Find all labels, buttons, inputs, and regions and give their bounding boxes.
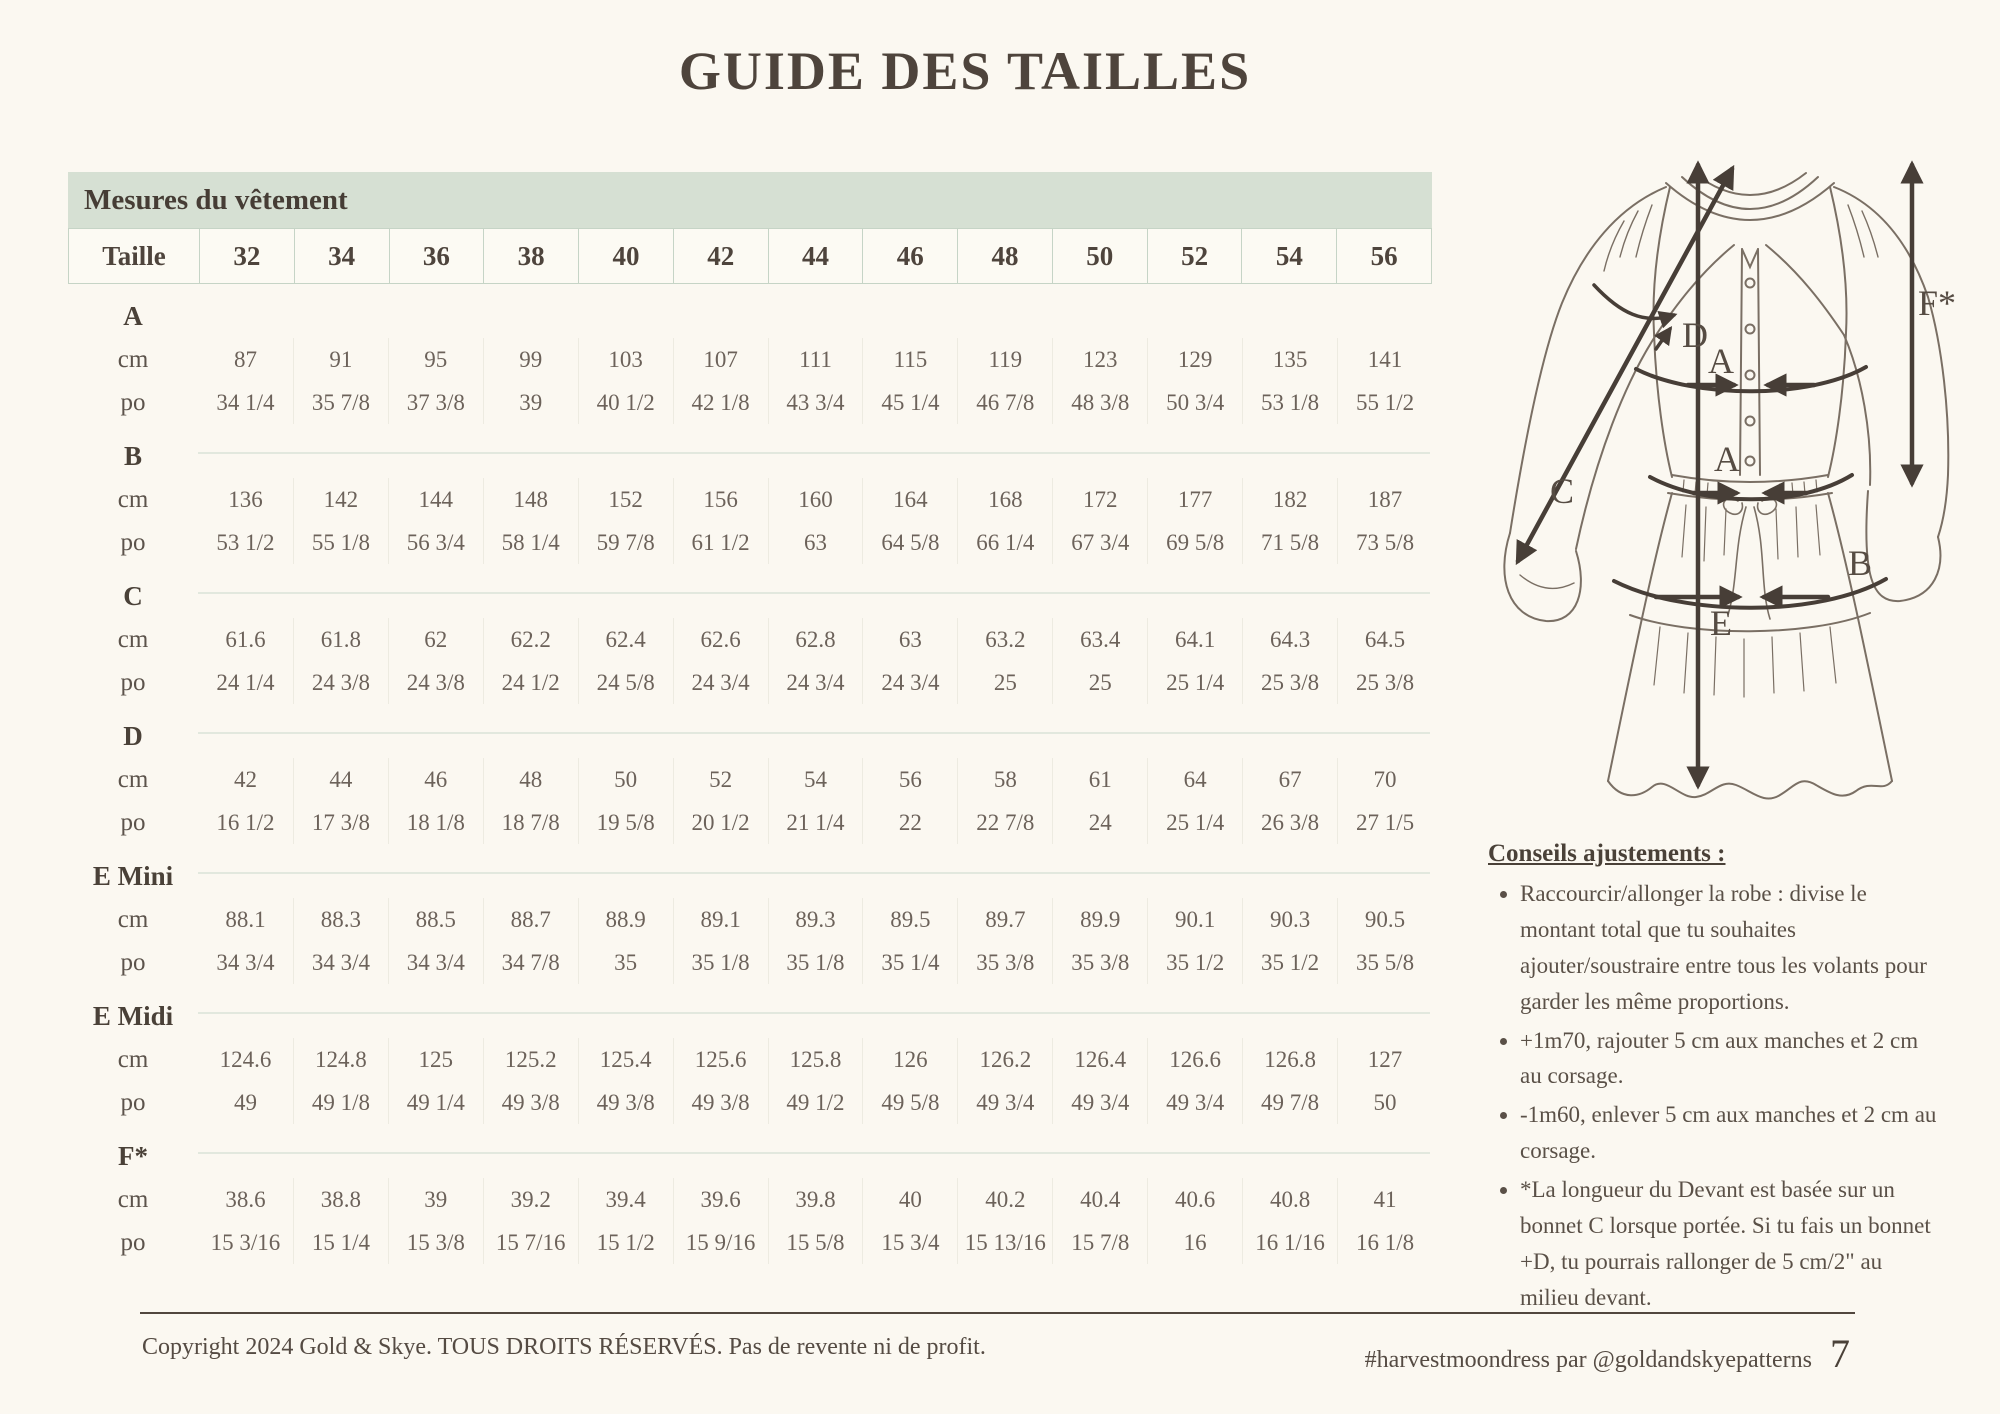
value-cell: 95 [388, 338, 483, 381]
value-cell: 87 [233, 346, 257, 372]
value-cell: 61.8 [293, 618, 388, 661]
value-cell: 62 [388, 618, 483, 661]
value-cell: 40 1/2 [578, 381, 673, 424]
value-cell: 40.6 [1147, 1178, 1242, 1221]
unit-label: po [120, 1228, 146, 1256]
page-title: GUIDE DES TAILLES [678, 41, 1252, 101]
value-cell: 52 [673, 758, 768, 801]
value-cell: 18 1/8 [388, 801, 483, 844]
value-cell: 35 3/8 [957, 941, 1052, 984]
value-cell: 46 7/8 [957, 381, 1052, 424]
value-cell: 73 5/8 [1337, 521, 1432, 564]
value-cell: 129 [1147, 338, 1242, 381]
value-cell: 27 1/5 [1337, 801, 1432, 844]
value-cell: 18 7/8 [483, 801, 578, 844]
unit-label: po [120, 528, 146, 556]
adjustment-tips [1488, 840, 1943, 1319]
value-cell: 177 [1147, 478, 1242, 521]
value-cell: 20 1/2 [673, 801, 768, 844]
value-cell: 53 1/2 [216, 529, 275, 555]
value-cell: 24 3/8 [388, 661, 483, 704]
value-cell: 66 1/4 [957, 521, 1052, 564]
value-cell: 15 7/16 [483, 1221, 578, 1264]
measure-label-sleeve: C [1550, 471, 1575, 511]
value-cell: 15 3/4 [862, 1221, 957, 1264]
value-cell: 53 1/8 [1242, 381, 1337, 424]
value-cell: 62.8 [768, 618, 863, 661]
value-cell: 34 7/8 [483, 941, 578, 984]
measurement-group [68, 704, 1432, 844]
value-cell: 17 3/8 [293, 801, 388, 844]
unit-label: cm [117, 625, 149, 653]
value-cell: 58 [957, 758, 1052, 801]
value-cell: 168 [957, 478, 1052, 521]
value-cell: 34 1/4 [216, 389, 275, 415]
value-cell: 88.1 [225, 906, 266, 932]
value-cell: 16 1/16 [1242, 1221, 1337, 1264]
value-cell: 142 [293, 478, 388, 521]
value-cell: 148 [483, 478, 578, 521]
size-col-header: 46 [863, 229, 957, 283]
value-cell: 67 [1242, 758, 1337, 801]
size-col-header: 32 [200, 229, 294, 283]
value-cell: 107 [673, 338, 768, 381]
value-cell: 70 [1337, 758, 1432, 801]
value-cell: 90.1 [1147, 898, 1242, 941]
value-cell: 164 [862, 478, 957, 521]
value-cell: 63 [768, 521, 863, 564]
value-cell: 125 [388, 1038, 483, 1081]
value-cell: 49 1/8 [293, 1081, 388, 1124]
value-cell: 43 3/4 [768, 381, 863, 424]
measurement-group [68, 984, 1432, 1124]
value-cell: 15 13/16 [957, 1221, 1052, 1264]
value-cell: 38.6 [225, 1186, 266, 1212]
value-cell: 90.3 [1242, 898, 1337, 941]
value-cell: 50 [578, 758, 673, 801]
value-cell: 55 1/2 [1337, 381, 1432, 424]
value-cell: 124.6 [219, 1046, 272, 1072]
value-cell: 54 [768, 758, 863, 801]
value-cell: 126.6 [1147, 1038, 1242, 1081]
value-cell: 124.8 [293, 1038, 388, 1081]
table-header-band: Mesures du vêtement [68, 172, 1432, 228]
value-cell: 119 [957, 338, 1052, 381]
value-cell: 25 1/4 [1147, 661, 1242, 704]
row-label: E Mini [92, 860, 174, 891]
value-cell: 24 3/4 [673, 661, 768, 704]
value-cell: 152 [578, 478, 673, 521]
row-label: F* [118, 1140, 148, 1171]
measurement-groups [68, 284, 1432, 1264]
hashtag-credit: #harvestmoondress par @goldandskyepatterns [1364, 1347, 1812, 1373]
size-col-header: 36 [390, 229, 484, 283]
value-cell: 49 [233, 1089, 257, 1115]
value-cell: 59 7/8 [578, 521, 673, 564]
value-cell: 115 [862, 338, 957, 381]
value-cell: 15 1/4 [293, 1221, 388, 1264]
page-number: 7 [1830, 1331, 1850, 1376]
value-cell: 187 [1337, 478, 1432, 521]
size-header [68, 228, 1432, 284]
value-cell: 88.5 [388, 898, 483, 941]
value-cell: 49 3/8 [578, 1081, 673, 1124]
value-cell: 34 3/4 [293, 941, 388, 984]
value-cell: 48 [483, 758, 578, 801]
value-cell: 22 7/8 [957, 801, 1052, 844]
row-label: B [123, 440, 142, 471]
value-cell: 126.8 [1242, 1038, 1337, 1081]
value-cell: 49 3/8 [673, 1081, 768, 1124]
value-cell: 15 5/8 [768, 1221, 863, 1264]
value-cell: 15 1/2 [578, 1221, 673, 1264]
size-col-header: 44 [769, 229, 863, 283]
adjustment-tips-heading: Conseils ajustements : [1488, 840, 1726, 867]
value-cell: 44 [293, 758, 388, 801]
unit-label: cm [117, 485, 149, 513]
size-col-header: 48 [958, 229, 1052, 283]
value-cell: 89.5 [862, 898, 957, 941]
size-col-header: 34 [295, 229, 389, 283]
value-cell: 141 [1337, 338, 1432, 381]
value-cell: 49 3/4 [1147, 1081, 1242, 1124]
measurement-group [68, 564, 1432, 704]
value-cell: 64 [1147, 758, 1242, 801]
value-cell: 42 [233, 766, 257, 792]
value-cell: 62.2 [483, 618, 578, 661]
value-cell: 69 5/8 [1147, 521, 1242, 564]
value-cell: 123 [1052, 338, 1147, 381]
value-cell: 63.2 [957, 618, 1052, 661]
value-cell: 125.6 [673, 1038, 768, 1081]
value-cell: 15 3/8 [388, 1221, 483, 1264]
value-cell: 103 [578, 338, 673, 381]
unit-label: cm [117, 765, 149, 793]
unit-label: cm [117, 1045, 149, 1073]
footer-divider [140, 1312, 1855, 1314]
value-cell: 39.2 [483, 1178, 578, 1221]
value-cell: 55 1/8 [293, 521, 388, 564]
value-cell: 16 1/2 [216, 809, 275, 835]
value-cell: 111 [768, 338, 863, 381]
conseil-item: • *La longueur du Devant est basée sur un bonnet C lorsque portée. Si tu fais un bonnet +D, tu pourrais rallonger de 5 cm/2" au milieu devant. [1520, 1172, 1943, 1316]
value-cell: 35 1/2 [1242, 941, 1337, 984]
measure-label-bicep: D [1682, 315, 1708, 355]
size-col-header: 38 [484, 229, 578, 283]
conseil-item: • Raccourcir/allonger la robe : divise le montant total que tu souhaites ajouter/soustraire entre tous les volants pour garder les même proportions. [1520, 876, 1943, 1020]
measurement-group [68, 844, 1432, 984]
value-cell: 64.1 [1147, 618, 1242, 661]
value-cell: 64.5 [1337, 618, 1432, 661]
unit-label: po [120, 948, 146, 976]
value-cell: 15 9/16 [673, 1221, 768, 1264]
value-cell: 46 [388, 758, 483, 801]
conseil-item: • -1m60, enlever 5 cm aux manches et 2 cm au corsage. [1520, 1097, 1943, 1169]
conseils-list [1488, 876, 1943, 1316]
value-cell: 49 7/8 [1242, 1081, 1337, 1124]
value-cell: 125.2 [483, 1038, 578, 1081]
unit-label: po [120, 808, 146, 836]
value-cell: 24 5/8 [578, 661, 673, 704]
value-cell: 35 7/8 [293, 381, 388, 424]
value-cell: 39.8 [768, 1178, 863, 1221]
value-cell: 56 3/4 [388, 521, 483, 564]
value-cell: 64 5/8 [862, 521, 957, 564]
value-cell: 63 [862, 618, 957, 661]
value-cell: 40 [862, 1178, 957, 1221]
unit-label: po [120, 388, 146, 416]
value-cell: 61 [1052, 758, 1147, 801]
value-cell: 88.9 [578, 898, 673, 941]
value-cell: 24 1/2 [483, 661, 578, 704]
size-label-cell: Taille [69, 229, 199, 283]
value-cell: 45 1/4 [862, 381, 957, 424]
value-cell: 49 5/8 [862, 1081, 957, 1124]
value-cell: 56 [862, 758, 957, 801]
value-cell: 61 1/2 [673, 521, 768, 564]
value-cell: 16 1/8 [1337, 1221, 1432, 1264]
value-cell: 62.4 [578, 618, 673, 661]
value-cell: 88.7 [483, 898, 578, 941]
value-cell: 61.6 [225, 626, 266, 652]
unit-label: cm [117, 905, 149, 933]
value-cell: 21 1/4 [768, 801, 863, 844]
unit-label: po [120, 1088, 146, 1116]
value-cell: 49 3/8 [483, 1081, 578, 1124]
value-cell: 39.6 [673, 1178, 768, 1221]
value-cell: 126.4 [1052, 1038, 1147, 1081]
value-cell: 49 1/4 [388, 1081, 483, 1124]
value-cell: 25 1/4 [1147, 801, 1242, 844]
value-cell: 35 1/8 [768, 941, 863, 984]
measure-label-front-length: F* [1918, 283, 1957, 323]
value-cell: 89.1 [673, 898, 768, 941]
value-cell: 88.3 [293, 898, 388, 941]
value-cell: 89.9 [1052, 898, 1147, 941]
footer-right [1365, 1330, 1850, 1377]
value-cell: 182 [1242, 478, 1337, 521]
value-cell: 135 [1242, 338, 1337, 381]
value-cell: 24 3/4 [768, 661, 863, 704]
size-col-header: 42 [674, 229, 768, 283]
value-cell: 90.5 [1337, 898, 1432, 941]
value-cell: 35 5/8 [1337, 941, 1432, 984]
measurement-group [68, 1124, 1432, 1264]
measure-label-bust: A [1708, 341, 1734, 381]
size-col-header: 40 [579, 229, 673, 283]
value-cell: 63.4 [1052, 618, 1147, 661]
measurement-table [68, 172, 1432, 1264]
value-cell: 39 [388, 1178, 483, 1221]
row-label: D [123, 720, 143, 751]
value-cell: 22 [862, 801, 957, 844]
measurement-group [68, 424, 1432, 564]
value-cell: 41 [1337, 1178, 1432, 1221]
size-col-header: 56 [1337, 229, 1431, 283]
value-cell: 25 3/8 [1242, 661, 1337, 704]
size-col-header: 50 [1053, 229, 1147, 283]
value-cell: 58 1/4 [483, 521, 578, 564]
value-cell: 40.2 [957, 1178, 1052, 1221]
value-cell: 156 [673, 478, 768, 521]
value-cell: 125.4 [578, 1038, 673, 1081]
value-cell: 144 [388, 478, 483, 521]
value-cell: 40.4 [1052, 1178, 1147, 1221]
value-cell: 38.8 [293, 1178, 388, 1221]
size-col-header: 52 [1148, 229, 1242, 283]
value-cell: 24 1/4 [216, 669, 275, 695]
value-cell: 25 3/8 [1337, 661, 1432, 704]
value-cell: 50 3/4 [1147, 381, 1242, 424]
value-cell: 126.2 [957, 1038, 1052, 1081]
value-cell: 127 [1337, 1038, 1432, 1081]
value-cell: 125.8 [768, 1038, 863, 1081]
value-cell: 40.8 [1242, 1178, 1337, 1221]
row-label: C [123, 580, 143, 611]
unit-label: cm [117, 345, 149, 373]
value-cell: 126 [862, 1038, 957, 1081]
value-cell: 35 1/2 [1147, 941, 1242, 984]
value-cell: 49 1/2 [768, 1081, 863, 1124]
measure-label-waist: A [1714, 439, 1740, 479]
value-cell: 67 3/4 [1052, 521, 1147, 564]
value-cell: 48 3/8 [1052, 381, 1147, 424]
value-cell: 25 [1052, 661, 1147, 704]
value-cell: 91 [293, 338, 388, 381]
value-cell: 71 5/8 [1242, 521, 1337, 564]
copyright-text: Copyright 2024 Gold & Skye. TOUS DROITS RÉSERVÉS. Pas de revente ni de profit. [142, 1334, 986, 1360]
value-cell: 172 [1052, 478, 1147, 521]
value-cell: 64.3 [1242, 618, 1337, 661]
conseil-item: • +1m70, rajouter 5 cm aux manches et 2 cm au corsage. [1520, 1023, 1943, 1095]
value-cell: 39 [483, 381, 578, 424]
value-cell: 34 3/4 [388, 941, 483, 984]
measurement-group [68, 284, 1432, 424]
value-cell: 15 7/8 [1052, 1221, 1147, 1264]
value-cell: 35 1/8 [673, 941, 768, 984]
value-cell: 136 [228, 486, 263, 512]
value-cell: 49 3/4 [1052, 1081, 1147, 1124]
value-cell: 160 [768, 478, 863, 521]
value-cell: 35 [578, 941, 673, 984]
row-label: A [123, 300, 143, 331]
value-cell: 15 3/16 [210, 1229, 281, 1255]
value-cell: 49 3/4 [957, 1081, 1052, 1124]
row-label: E Midi [92, 1000, 174, 1031]
value-cell: 25 [957, 661, 1052, 704]
size-col-header: 54 [1242, 229, 1336, 283]
value-cell: 16 [1147, 1221, 1242, 1264]
measure-label-hip: B [1848, 543, 1873, 583]
value-cell: 24 [1052, 801, 1147, 844]
value-cell: 26 3/8 [1242, 801, 1337, 844]
value-cell: 19 5/8 [578, 801, 673, 844]
measure-label-length: E [1710, 603, 1732, 643]
value-cell: 35 1/4 [862, 941, 957, 984]
value-cell: 62.6 [673, 618, 768, 661]
dress-illustration [1480, 145, 2000, 825]
value-cell: 99 [483, 338, 578, 381]
value-cell: 89.3 [768, 898, 863, 941]
value-cell: 39.4 [578, 1178, 673, 1221]
value-cell: 37 3/8 [388, 381, 483, 424]
value-cell: 35 3/8 [1052, 941, 1147, 984]
unit-label: cm [117, 1185, 149, 1213]
unit-label: po [120, 668, 146, 696]
value-cell: 34 3/4 [216, 949, 275, 975]
value-cell: 24 3/4 [862, 661, 957, 704]
measure-tape-hip [1614, 579, 1886, 608]
value-cell: 50 [1337, 1081, 1432, 1124]
value-cell: 24 3/8 [293, 661, 388, 704]
value-cell: 42 1/8 [673, 381, 768, 424]
value-cell: 89.7 [957, 898, 1052, 941]
